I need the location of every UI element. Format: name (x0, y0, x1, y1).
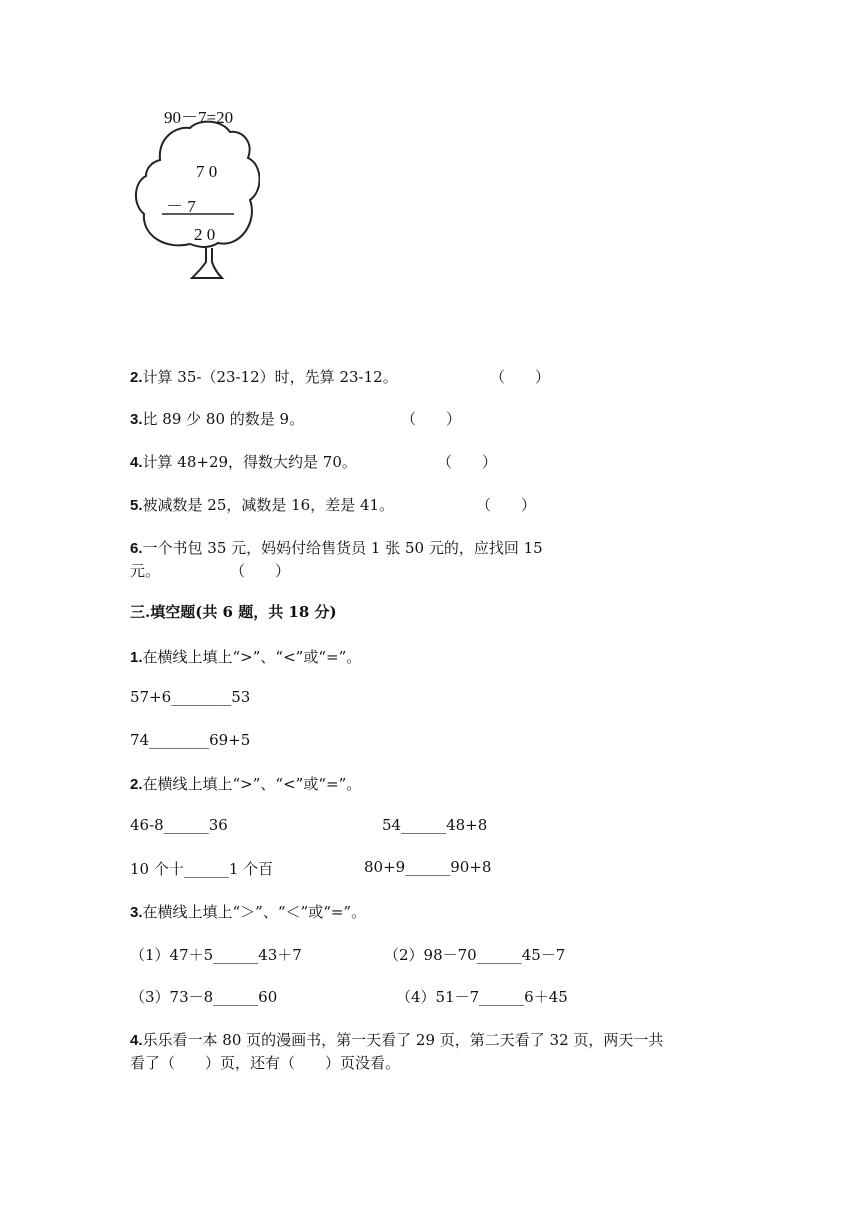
answer-parentheses[interactable]: （ ） (230, 562, 291, 580)
figure-equation: 90－7=20 (164, 108, 234, 127)
fill-q4-line2: 看了（ ）页，还有（ ）页没看。 (130, 1054, 401, 1072)
question-number: 2. (130, 776, 143, 793)
question-number: 4. (130, 454, 143, 471)
fill-q1-b[interactable]: 74________69+5 (130, 731, 251, 749)
fill-q4 (130, 1029, 663, 1050)
fill-q3 (130, 901, 366, 922)
fill-q2-b[interactable]: 54______48+8 (382, 816, 488, 834)
question-text: 计算 35-（23-12）时，先算 23-12。 (142, 368, 398, 386)
fill-q2-d[interactable]: 80+9______90+8 (364, 858, 492, 876)
question-number: 2. (130, 369, 143, 386)
question-text: 在横线上填上“>”、“<”或“=”。 (142, 648, 362, 666)
question-number: 6. (130, 540, 143, 557)
judge-q3 (130, 408, 304, 429)
question-number: 1. (130, 649, 143, 666)
fill-q2-a[interactable]: 46-8______36 (130, 816, 228, 834)
judge-q6 (130, 537, 543, 558)
figure-top-number: 7 0 (196, 162, 218, 181)
question-text: 被减数是 25，减数是 16，差是 41。 (142, 496, 395, 514)
fill-q1-a[interactable]: 57+6________53 (130, 688, 251, 706)
question-number: 3. (130, 904, 143, 921)
question-text: 在横线上填上“＞”、“＜”或“=”。 (142, 903, 367, 921)
figure-subtrahend: － 7 (166, 197, 196, 216)
question-text: 在横线上填上“>”、“<”或“=”。 (142, 775, 362, 793)
question-text: 乐乐看一本 80 页的漫画书，第一天看了 29 页，第二天看了 32 页，两天一共 (142, 1031, 664, 1049)
judge-q6-line2: 元。 (130, 562, 161, 580)
question-text: 比 89 少 80 的数是 9。 (142, 410, 305, 428)
question-text: 计算 48+29，得数大约是 70。 (142, 453, 357, 471)
judge-q4 (130, 451, 357, 472)
fill-q3-b[interactable]: （2）98－70______45－7 (384, 946, 566, 964)
fill-q2 (130, 773, 361, 794)
answer-parentheses[interactable]: （ ） (490, 368, 551, 386)
answer-parentheses[interactable]: （ ） (437, 453, 498, 471)
figure-result: 2 0 (194, 225, 216, 244)
question-number: 5. (130, 497, 143, 514)
fill-q3-d[interactable]: （4）51－7______6＋45 (396, 988, 568, 1006)
question-number: 3. (130, 411, 143, 428)
answer-parentheses[interactable]: （ ） (476, 496, 537, 514)
fill-q2-c[interactable]: 10 个十______1 个百 (130, 860, 274, 878)
fill-q3-c[interactable]: （3）73－8______60 (130, 988, 278, 1006)
answer-parentheses[interactable]: （ ） (401, 410, 462, 428)
tree-figure (130, 98, 260, 288)
section-title: 三.填空题(共 6 题，共 18 分) (130, 603, 337, 621)
question-number: 4. (130, 1032, 143, 1049)
question-text: 一个书包 35 元，妈妈付给售货员 1 张 50 元的，应找回 15 (142, 539, 543, 557)
judge-q5 (130, 494, 394, 515)
fill-q3-a[interactable]: （1）47＋5______43＋7 (130, 946, 302, 964)
judge-q2 (130, 366, 398, 387)
fill-q1 (130, 646, 361, 667)
